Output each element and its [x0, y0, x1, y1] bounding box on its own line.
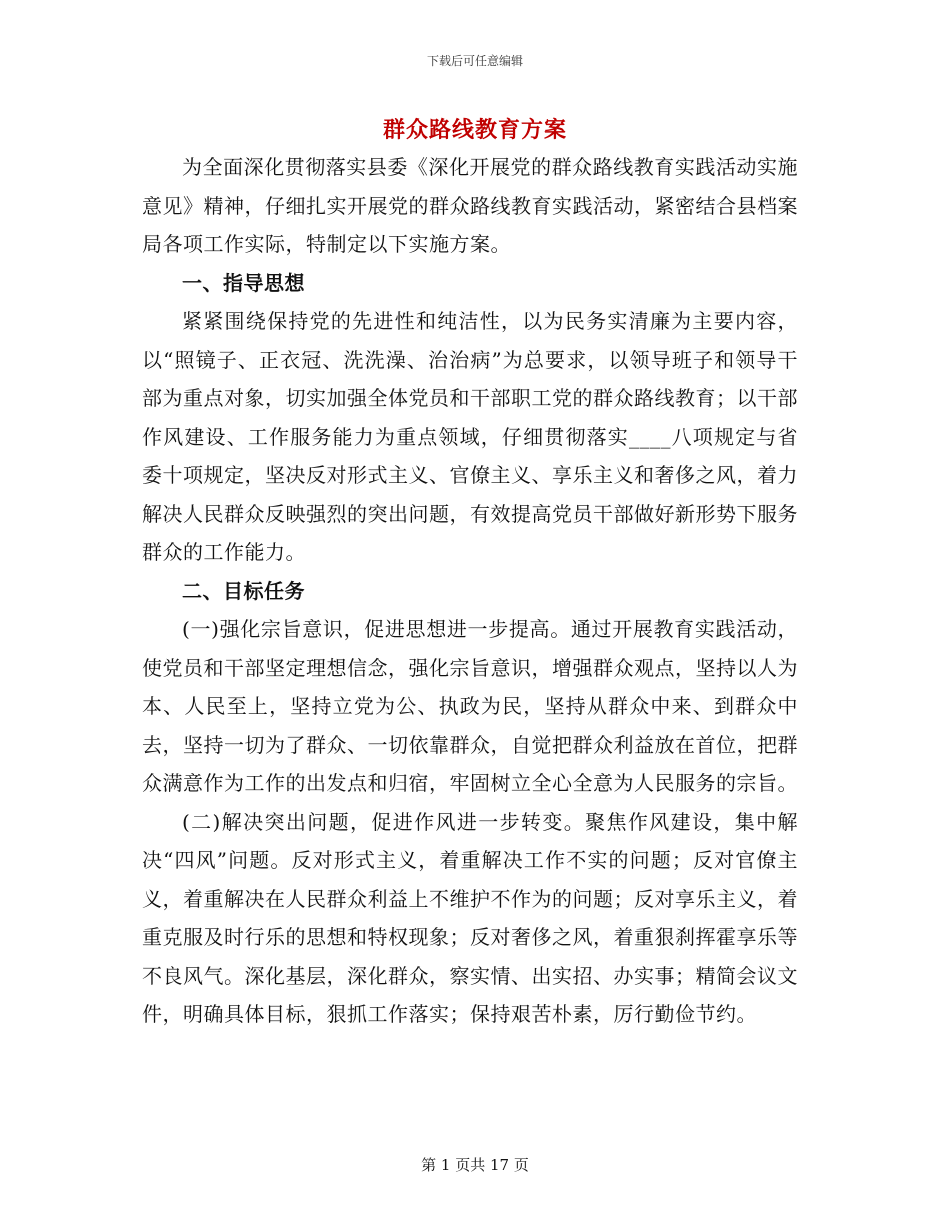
- goals-item-1-paragraph: (一)强化宗旨意识，促进思想进一步提高。通过开展教育实践活动，使党员和干部坚定理想信念，强化宗旨意识，增强群众观点，坚持以人为本、人民至上，坚持立党为公、执政为民，坚持从群众中来、到群众中去，坚持一切为了群众、一切依靠群众，自觉把群众利益放在首位，把群众满意作为工作的出发点和归宿，牢固树立全心全意为人民服务的宗旨。: [142, 617, 798, 795]
- section-heading-goals-tasks: 二、目标任务: [182, 578, 305, 603]
- document-body: [142, 148, 798, 1034]
- document-title: 群众路线教育方案: [382, 117, 567, 143]
- header-note: 下载后可任意编辑: [426, 54, 523, 68]
- goals-item-2-paragraph: (二)解决突出问题，促进作风进一步转变。聚焦作风建设，集中解决“四风”问题。反对形式主义，着重解决工作不实的问题；反对官僚主义，着重解决在人民群众利益上不维护不作为的问题；反对享乐主义，着重克服及时行乐的思想和特权现象；反对奢侈之风，着重狠刹挥霍享乐等不良风气。深化基层，深化群众，察实情、出实招、办实事；精简会议文件，明确具体目标，狠抓工作落实；保持艰苦朴素，厉行勤俭节约。: [142, 809, 798, 1026]
- section-heading-guiding-ideology: 一、指导思想: [182, 270, 305, 295]
- guiding-ideology-paragraph: 紧紧围绕保持党的先进性和纯洁性，以为民务实清廉为主要内容，以“照镜子、正衣冠、洗洗澡、治治病”为总要求，以领导班子和领导干部为重点对象，切实加强全体党员和干部职工党的群众路线教育；以干部作风建设、工作服务能力为重点领域，仔细贯彻落实____八项规定与省委十项规定，坚决反对形式主义、官僚主义、享乐主义和奢侈之风，着力解决人民群众反映强烈的突出问题，有效提高党员干部做好新形势下服务群众的工作能力。: [142, 309, 798, 564]
- intro-paragraph: 为全面深化贯彻落实县委《深化开展党的群众路线教育实践活动实施意见》精神，仔细扎实开展党的群众路线教育实践活动，紧密结合县档案局各项工作实际，特制定以下实施方案。: [142, 155, 798, 256]
- page-footer: 第 1 页共 17 页: [421, 1156, 529, 1174]
